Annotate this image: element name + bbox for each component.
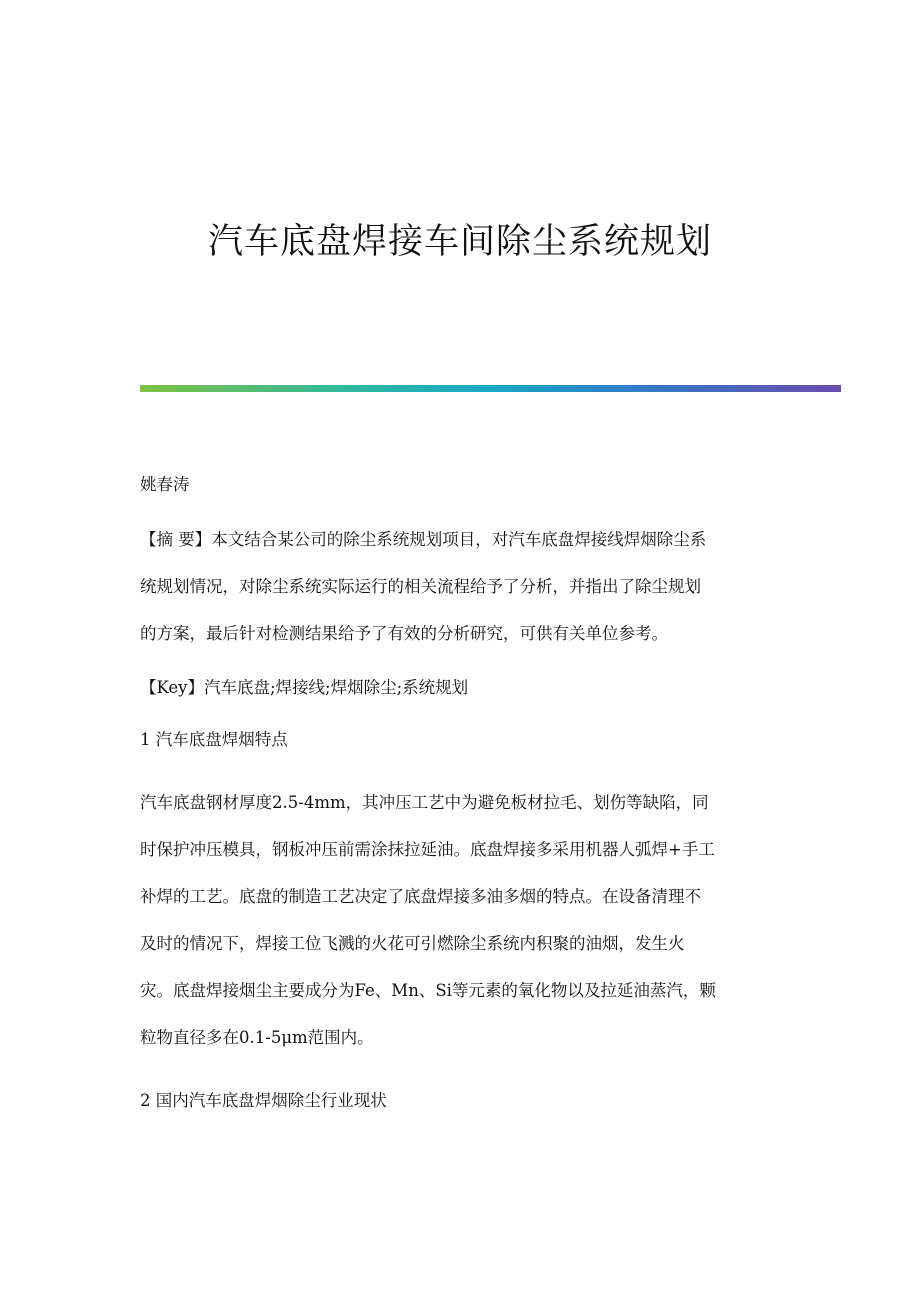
- section-heading-1: 1 汽车底盘焊烟特点: [140, 730, 288, 749]
- paragraph-line: 汽车底盘钢材厚度2.5-4mm，其冲压工艺中为避免板材拉毛、划伤等缺陷，同: [140, 793, 709, 812]
- paragraph-line: 补焊的工艺。底盘的制造工艺决定了底盘焊接多油多烟的特点。在设备清理不: [140, 887, 701, 906]
- abstract-line: 【摘 要】本文结合某公司的除尘系统规划项目，对汽车底盘焊接线焊烟除尘系: [140, 530, 707, 549]
- paragraph-line: 粒物直径多在0.1-5μm范围内。: [140, 1028, 374, 1047]
- paragraph-line: 灾。底盘焊接烟尘主要成分为Fe、Mn、Si等元素的氧化物以及拉延油蒸汽，颗: [140, 981, 716, 1000]
- paragraph-line: 及时的情况下，焊接工位飞溅的火花可引燃除尘系统内积聚的油烟，发生火: [140, 934, 685, 953]
- keywords: 【Key】汽车底盘;焊接线;焊烟除尘;系统规划: [140, 678, 469, 697]
- title-divider: [140, 385, 841, 392]
- section-heading-2: 2 国内汽车底盘焊烟除尘行业现状: [140, 1091, 387, 1110]
- abstract-line: 的方案，最后针对检测结果给予了有效的分析研究，可供有关单位参考。: [140, 624, 668, 643]
- abstract-line: 统规划情况，对除尘系统实际运行的相关流程给予了分析，并指出了除尘规划: [140, 577, 701, 596]
- paragraph-line: 时保护冲压模具，钢板冲压前需涂抹拉延油。底盘焊接多采用机器人弧焊+手工: [140, 840, 715, 859]
- abstract: [140, 516, 800, 657]
- document-title: 汽车底盘焊接车间除尘系统规划: [207, 222, 712, 262]
- author-name: 姚春涛: [140, 475, 190, 494]
- section-1-body: [140, 779, 800, 1061]
